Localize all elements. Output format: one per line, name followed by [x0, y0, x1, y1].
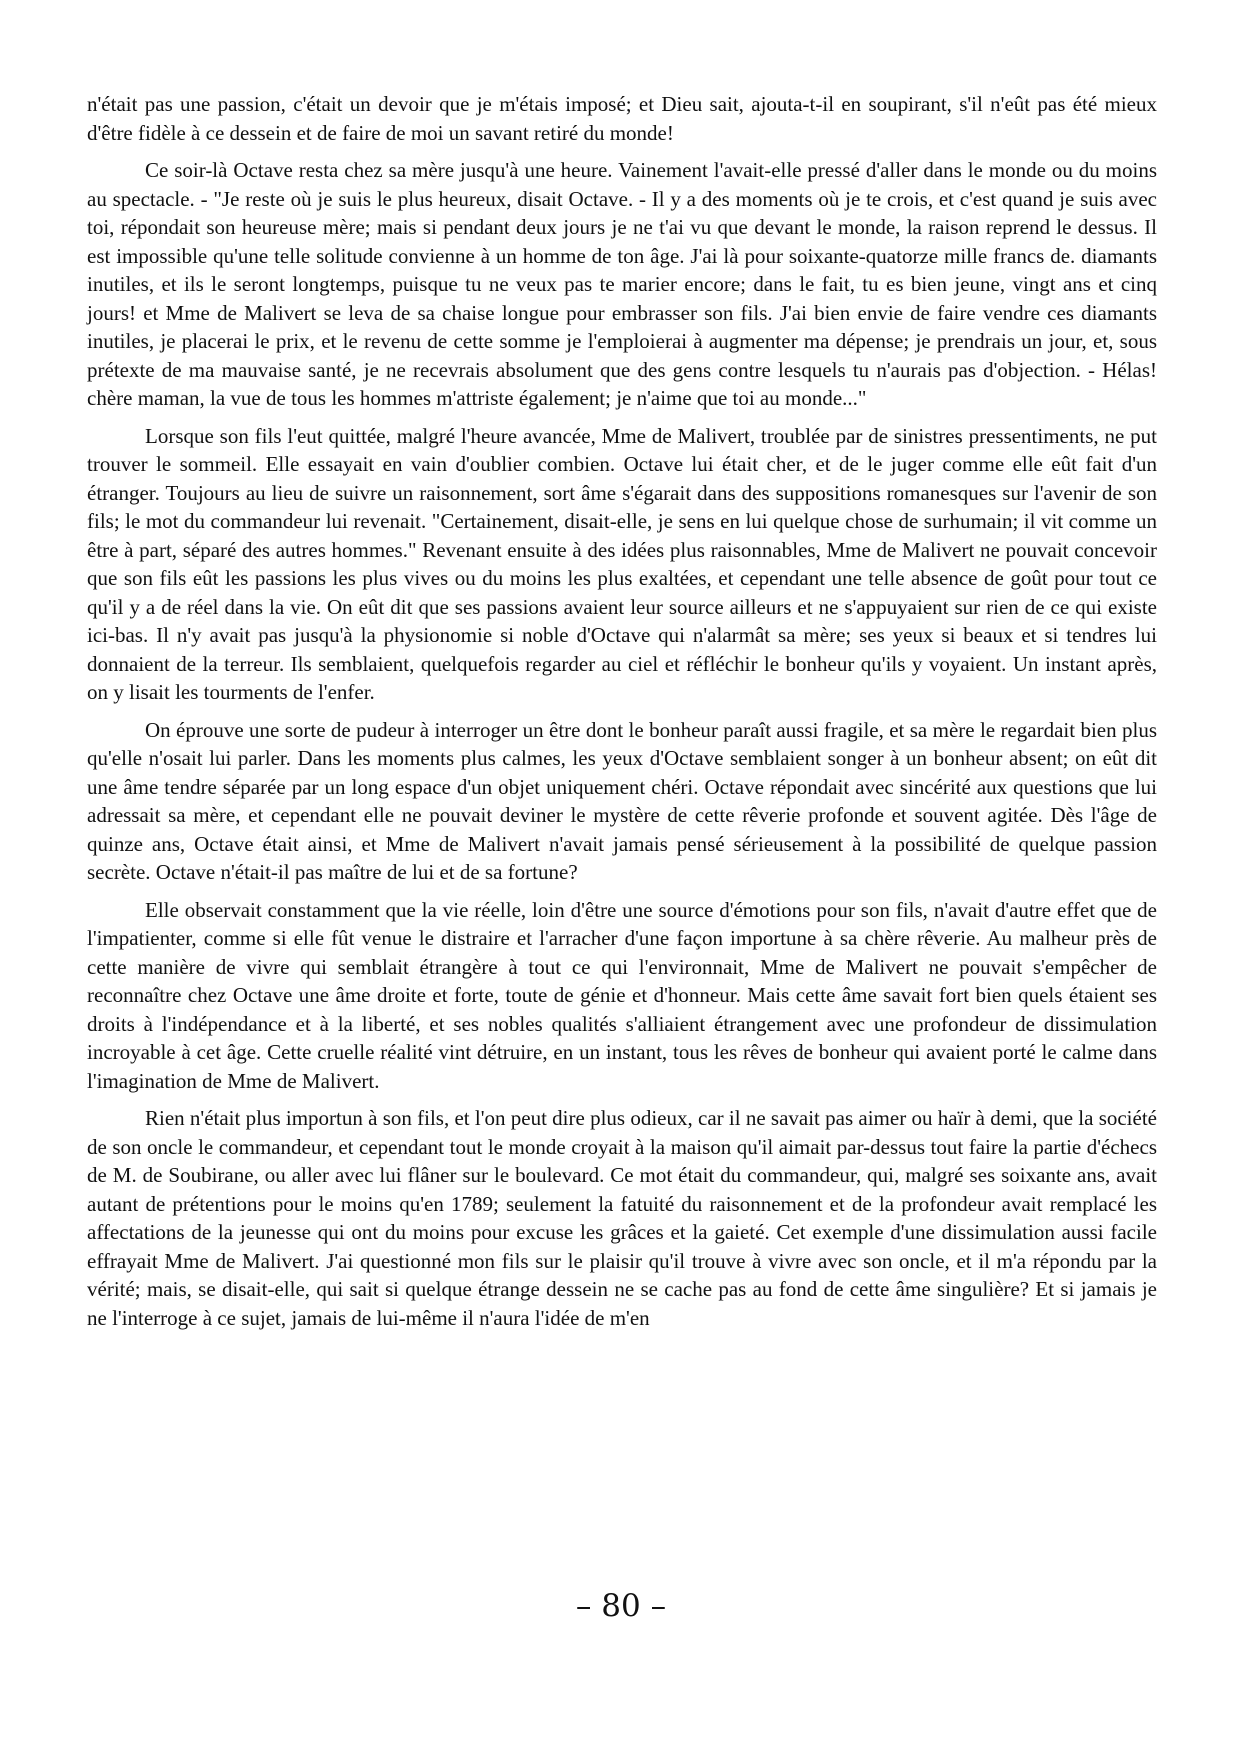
paragraph: Ce soir-là Octave resta chez sa mère jusqu'à une heure. Vainement l'avait-elle pressé d'aller dans le monde ou du moins au spectacle. - "Je reste où je suis le plus heureux, disait Octave. - Il y a des moments où je te crois, et c'est quand je suis avec toi, répondait son heureuse mère; mais si pendant deux jours je ne t'ai vu que devant le monde, la raison reprend le dessus. Il est impossible qu'une telle solitude convienne à un homme de ton âge. J'ai là pour soixante-quatorze mille francs de. diamants inutiles, et ils le seront longtemps, puisque tu ne veux pas te marier encore; dans le fait, tu es bien jeune, vingt ans et cinq jours! et Mme de Malivert se leva de sa chaise longue pour embrasser son fils. J'ai bien envie de faire vendre ces diamants inutiles, je placerai le prix, et le revenu de cette somme je l'emploierai à augmenter ma dépense; je prendrais un jour, et, sous prétexte de ma mauvaise santé, je ne recevrais absolument que des gens contre lesquels tu n'aurais pas d'objection. - Hélas! chère maman, la vue de tous les hommes m'attriste également; je n'aime que toi au monde..." — [87, 158, 1157, 410]
paragraph-continuation: n'était pas une passion, c'était un devoir que je m'étais imposé; et Dieu sait, ajouta-t-il en soupirant, s'il n'eût pas été mieux d'être fidèle à ce dessein et de faire de moi un savant retiré du monde! — [87, 92, 1157, 145]
paragraph: Elle observait constamment que la vie réelle, loin d'être une source d'émotions pour son fils, n'avait d'autre effet que de l'impatienter, comme si elle fût venue le distraire et l'arracher d'une façon importune à sa chère rêverie. Au malheur près de cette manière de vivre qui semblait étrangère à tout ce qui l'environnait, Mme de Malivert ne pouvait s'empêcher de reconnaître chez Octave une âme droite et forte, toute de génie et d'honneur. Mais cette âme savait fort bien quels étaient ses droits à l'indépendance et à la liberté, et ses nobles qualités s'alliaient étrangement avec une profondeur de dissimulation incroyable à cet âge. Cette cruelle réalité vint détruire, en un instant, tous les rêves de bonheur qui avaient porté le calme dans l'imagination de Mme de Malivert. — [87, 897, 1157, 1093]
page-number: – 80 – — [575, 1588, 667, 1624]
page-body — [87, 90, 1157, 1341]
paragraph: Rien n'était plus importun à son fils, et l'on peut dire plus odieux, car il ne savait pas aimer ou haïr à demi, que la société de son oncle le commandeur, et cependant tout le monde croyait à la maison qu'il aimait par-dessus tout faire la partie d'échecs de M. de Soubirane, ou aller avec lui flâner sur le boulevard. Ce mot était du commandeur, qui, malgré ses soixante ans, avait autant de prétentions pour le moins qu'en 1789; seulement la fatuité du raisonnement et de la profondeur avait remplacé les affectations de la jeunesse qui ont du moins pour excuse les grâces et la gaieté. Cet exemple d'une dissimulation aussi facile effrayait Mme de Malivert. J'ai questionné mon fils sur le plaisir qu'il trouve à vivre avec son oncle, et il m'a répondu par la vérité; mais, se disait-elle, qui sait si quelque étrange dessein ne se cache pas au fond de cette âme singulière? Et si jamais je ne l'interroge à ce sujet, jamais de lui-même il n'aura l'idée de m'en — [87, 1106, 1157, 1330]
paragraph: Lorsque son fils l'eut quittée, malgré l'heure avancée, Mme de Malivert, troublée par de sinistres pressentiments, ne put trouver le sommeil. Elle essayait en vain d'oublier combien. Octave lui était cher, et de le juger comme elle eût fait d'un étranger. Toujours au lieu de suivre un raisonnement, sort âme s'égarait dans des suppositions romanesques sur l'avenir de son fils; le mot du commandeur lui revenait. "Certainement, disait-elle, je sens en lui quelque chose de surhumain; il vit comme un être à part, séparé des autres hommes." Revenant ensuite à des idées plus raisonnables, Mme de Malivert ne pouvait concevoir que son fils eût les passions les plus vives ou du moins les plus exaltées, et cependant une telle absence de goût pour tout ce qu'il y a de réel dans la vie. On eût dit que ses passions avaient leur source ailleurs et ne s'appuyaient sur rien de ce qui existe ici-bas. Il n'y avait pas jusqu'à la physionomie si noble d'Octave qui n'alarmât sa mère; ses yeux si beaux et si tendres lui donnaient de la terreur. Ils semblaient, quelquefois regarder au ciel et réfléchir le bonheur qu'ils y voyaient. Un instant après, on y lisait les tourments de l'enfer. — [87, 423, 1157, 704]
paragraph: On éprouve une sorte de pudeur à interroger un être dont le bonheur paraît aussi fragile, et sa mère le regardait bien plus qu'elle n'osait lui parler. Dans les moments plus calmes, les yeux d'Octave semblaient songer à un bonheur absent; on eût dit une âme tendre séparée par un long espace d'un objet uniquement chéri. Octave répondait avec sincérité aux questions que lui adressait sa mère, et cependant elle ne pouvait deviner le mystère de cette rêverie profonde et souvent agitée. Dès l'âge de quinze ans, Octave était ainsi, et Mme de Malivert n'avait jamais pensé sérieusement à la possibilité de quelque passion secrète. Octave n'était-il pas maître de lui et de sa fortune? — [87, 717, 1157, 884]
